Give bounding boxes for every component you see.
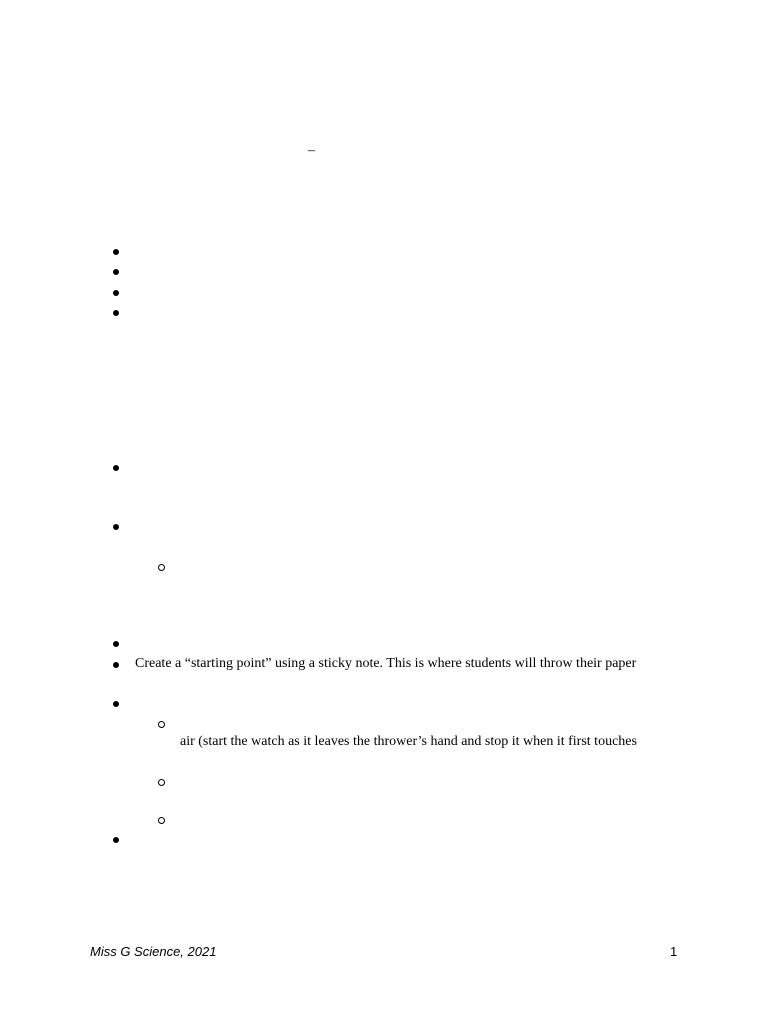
sub-bullet-point — [158, 813, 165, 829]
bullet-point — [113, 832, 119, 848]
sub-bullet-point — [158, 775, 165, 791]
bullet-point — [113, 244, 119, 260]
bullet-point — [113, 696, 119, 712]
page-number: 1 — [670, 944, 678, 959]
bullet-point — [113, 657, 119, 673]
stopwatch-instruction: air (start the watch as it leaves the thrower’s hand and stop it when it first touches — [180, 734, 637, 749]
bullet-point — [113, 305, 119, 321]
sub-bullet-point — [158, 560, 165, 576]
sub-bullet-point — [158, 717, 165, 733]
bullet-point — [113, 519, 119, 535]
bullet-point — [113, 264, 119, 280]
bullet-point — [113, 285, 119, 301]
starting-point-instruction: Create a “starting point” using a sticky note. This is where students will throw their paper — [135, 656, 637, 671]
title-dash: – — [308, 143, 315, 158]
footer-author: Miss G Science, 2021 — [90, 944, 217, 959]
bullet-point — [113, 636, 119, 652]
bullet-point — [113, 460, 119, 476]
